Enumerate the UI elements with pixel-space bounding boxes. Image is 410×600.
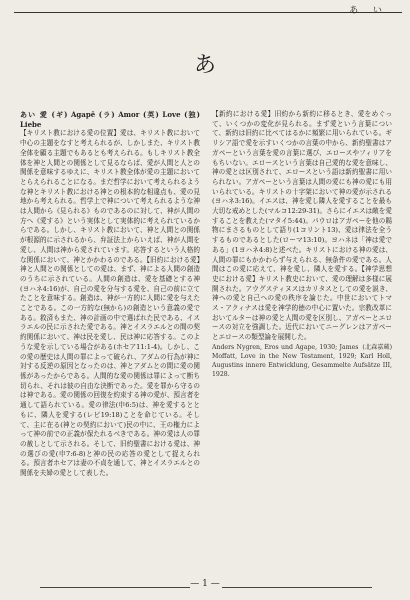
author-signature: (北森嘉蔵) <box>362 343 392 351</box>
bibliography-text: Anders Nygren, Eros und Agape, 1930; James Moffatt, Love in the New Testament, 1929; Karl Holl, Augustins innere Entwicklung, Gesammelte Aufsätze III, 1928. <box>212 343 392 378</box>
page-number: — 1 — <box>190 579 220 589</box>
left-column <box>20 110 200 530</box>
section-letter: あ <box>193 53 216 78</box>
footer-rule-right <box>222 587 372 588</box>
left-column-text: 【キリスト教における愛の位置】愛は、キリスト教において中心の主題をなすと考えられるが、しかしまた、キリスト教全体を顧る主題でもあるとも考えられる。もしキリスト教全体を神と人間との関係として見るならば、愛が人間と人との関係を意味するゆえに、キリスト教全体が愛の主題においてとらえられることになる。まだ哲学において考えられるような神とキリスト教における神との根本的な相違点も、愛の見地から考えられる。哲学上で神について考えられるような神は人間から《見られる》ものであるのに対して、神が人間の方へ《愛する》という実体として実体的に考えられているからである。しかし、キリスト教において、神と人間との関係が根源的に示されるから、弁証法上からいえば、神が人間を愛し、人間は神から愛されています。応答するという人格的な関係において、神とかかわるのである。【旧約における愛】神と人間との関係としての愛は、まず、神による人間の創造のうちに示されている。人間の創造は、愛を基礎とする神(ヨハネ4:16)が、自己の愛を分与する愛を、自己の前に立てたことを意味する。創造は、神が一方的に人間に愛を与えたことである。この一方的な(無から)の創造という意義の愛である。救済もまた、神の計画の中で選ばれた民である、イスラエルの民に示された愛である。神とイスラエルとの間の契約関係において、神は民を愛し、民は神に応答する。このような愛を示している場合がある(ホセア11:1-4)。しかし、この愛の歴史は人間の罪によって破られ、アダムの行為が神に対する反逆の原因となったのは、神とアダムとの間に愛の関係があったからである。人間的な愛の関係は罪によって断ち切られ、それは彼の自由な決断であった。愛を罪から守るのは神である。愛の関係の回復を約束する神の愛が、預言者を通して語られている。愛の律法(申6:5)は、神を愛するとともに、隣人を愛する(レビ19:18)ことを命じている。そして、主に在る(神との契約において)民の中に、王の権力によって神の前での正義が保たれるべきである。神の愛は人の罪の赦しとして示される。そして、旧約聖書における愛は、神の選びの愛(申7:6-8)と神の民の応答の愛として捉えられる。預言者ホセアは妻の不貞を通して、神とイスラエルとの関係を夫婦の愛として表した。 <box>20 129 200 478</box>
right-column <box>212 110 392 530</box>
entry-headword: あい 愛 (ギ) Agapē (ラ) Amor (英) Love (独) Liebe <box>20 110 200 129</box>
header-rule <box>14 12 402 13</box>
bibliography <box>212 343 392 379</box>
running-head: あ い <box>349 6 388 16</box>
right-column-text: 【新約における愛】旧約から新約に移るとき、愛をめぐって、いくつかの変化が見られる。まず愛という言葉について、新約は旧約に比べてはるかに頻繁に用いられている。ギリシア語で愛を示すいくつかの言葉の中から、新約聖書はアガペーという言葉を愛の言葉に選び、エロースやフィリアをもちいない。エロースという言葉は自己愛的な愛を意味し、神の愛とは区別されて、エロースという語は新約聖書に用いられない。アガペーという言葉は人間の愛にも神の愛にも用いられている。キリストの十字架において神の愛が示される(ヨハネ3:16)。イエスは、神を愛し隣人を愛することを最も大切な戒めとした(マルコ12:29-31)。さらにイエスは敵を愛することを教えた(マタイ5:44)。パウロはアガペーを他の賜物にまさるものとして語り(1コリント13)、愛は律法を全うするものであるとした(ローマ13:10)。ヨハネは「神は愛である」(1ヨハネ4:8)と述べた。キリストにおける神の愛は、人間の罪にもかかわらず与えられる、無条件の愛である。人間はこの愛に応えて、神を愛し、隣人を愛する。【神学思想史における愛】キリスト教史において、愛の理解は多様に展開された。アウグスティヌスはカリタスとしての愛を説き、神への愛と自己への愛の秩序を論じた。中世においてトマス・アクィナスは愛を神学的徳の中心に置いた。宗教改革においてルターは神の愛と人間の愛を区別し、アガペーとエロースの対立を強調した。近代においてニーグレンはアガペーとエロースの類型論を展開した。 <box>212 110 392 342</box>
